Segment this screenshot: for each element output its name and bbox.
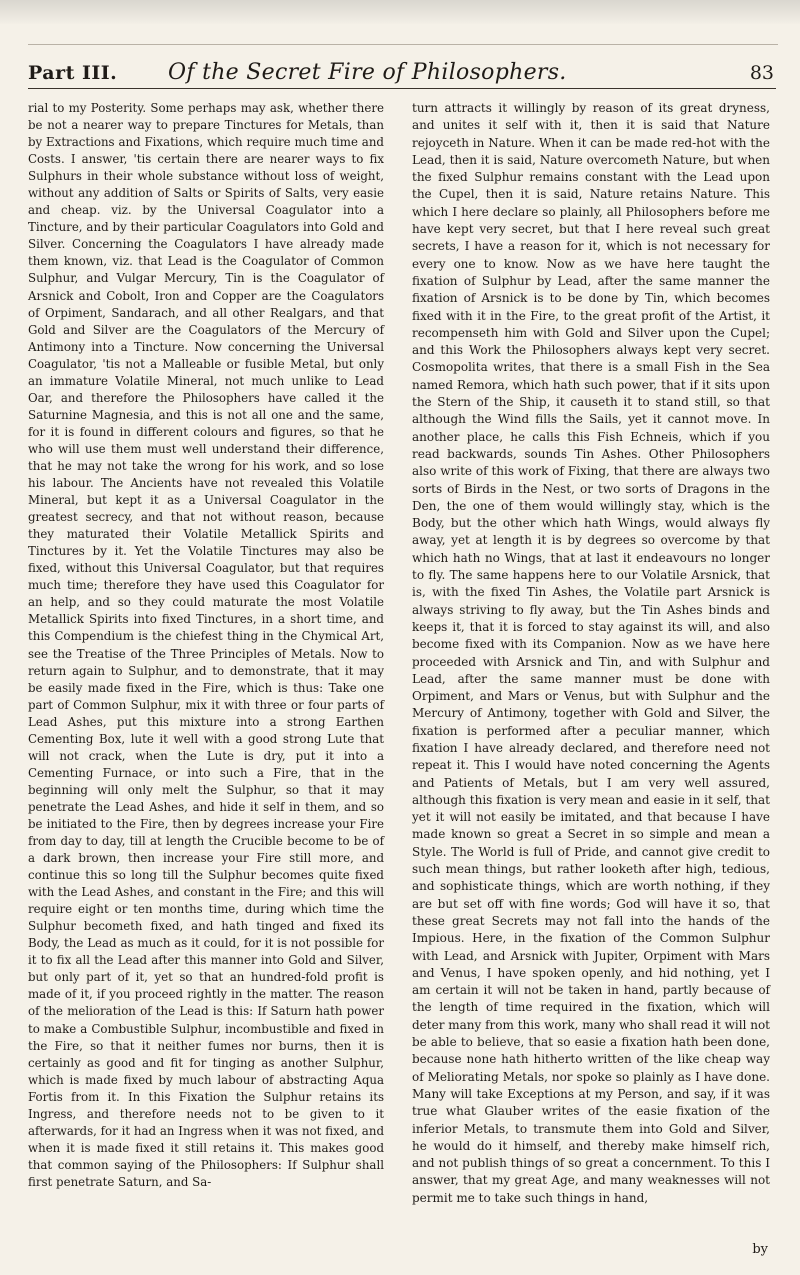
left-column-text: rial to my Posterity. Some perhaps may ask, whether there be not a nearer way to prepare Tinctures for Metals, than by Extractions and Fixations, which require much time and Costs. I answer, 'tis certain there are nearer ways to fix Sulphurs in their whole substance without loss of weight, without any addition of Salts or Spirits of Salts, very easie and cheap. viz. by the Universal Coagulator into a Tincture, and by their particular Coagulators into Gold and Silver. Concerning the Coagulators I have already made them known, viz. that Lead is the Coagulator of Common Sulphur, and Vulgar Mercury, Tin is the Coagulator of Arsnick and Cobolt, Iron and Copper are the Coagulators of Orpiment, Sandarach, and all other Realgars, and that Gold and Silver are the Coagulators of the Mercury of Antimony into a Tincture. Now concerning the Universal Coagulator, 'tis not a Malleable or fusible Metal, but only an immature Volatile Mineral, not much unlike to Lead Oar, and therefore the Philosophers have called it the Saturnine Magnesia, and this is not all one and the same, for it is found in different colours and figures, so that he who will use them must well understand their difference, that he may not take the wrong for his work, and so lose his labour. The Ancients have not revealed this Volatile Mineral, but kept it as a Universal Coagulator in the greatest secrecy, and that not without reason, because they maturated their Volatile Metallick Spirits and Tinctures by it. Yet the Volatile Tinctures may also be fixed, without this Universal Coagulator, but that requires much time; therefore they have used this Coagulator for an help, and so they could maturate the most Volatile Metallick Spirits into fixed Tinctures, in a short time, and this Compendium is the chiefest thing in the Chymical Art, see the Treatise of the Three Principles of Metals. Now to return again to Sulphur, and to demonstrate, that it may be easily made fixed in the Fire, which is thus: Take one part of Common Sulphur, mix it with three or four parts of Lead Ashes, put this mixture into a strong Earthen Cementing Box, lute it well with a good strong Lute that will not crack, when the Lute is dry, put it into a Cementing Furnace, or into such a Fire, that in the beginning will only melt the Sulphur, so that it may penetrate the Lead Ashes, and hide it self in them, and so be initiated to the Fire, then by degrees increase your Fire from day to day, till at length the Crucible become to be of a dark brown, then increase your Fire still more, and continue this so long till the Sulphur becomes quite fixed with the Lead Ashes, and constant in the Fire; and this will require eight or ten months time, during which time the Sulphur becometh fixed, and hath tinged and fixed its Body, the Lead as much as it could, for it is not possible for it to fix all the Lead after this manner into Gold and Silver, but only part of it, yet so that an hundred-fold profit is made of it, if you proceed rightly in the matter. The reason of the melioration of the Lead is this: If Saturn hath power to make a Combustible Sulphur, incombustible and fixed in the Fire, so that it neither fumes nor burns, then it is certainly as good and fit for tinging as another Sulphur, which is made fixed by much labour of abstracting Aqua Fortis from it. In this Fixation the Sulphur retains its Ingress, and therefore needs not to be given to it afterwards, for it had an Ingress when it was not fixed, and when it is made fixed it still retains it. This makes good that common saying of the Philosophers: If Sulphur shall first penetrate Saturn, and Sa- [28, 101, 384, 1189]
part-label: Part III. [28, 62, 118, 84]
left-column [28, 100, 384, 1191]
page-number: 83 [749, 62, 774, 84]
catchword: by [752, 1242, 768, 1257]
right-column [412, 100, 770, 1207]
page-edge-rule [28, 44, 778, 45]
scan-edge [0, 0, 800, 24]
right-column-text: turn attracts it willingly by reason of its great dryness, and unites it self with it, then it is said that Nature rejoyceth in Nature. When it can be made red-hot with the Lead, then it is said, Nature overcometh Nature, but when the fixed Sulphur remains constant with the Lead upon the Cupel, then it is said, Nature retains Nature. This which I here declare so plainly, all Philosophers before me have kept very secret, but that I here reveal such great secrets, I have a reason for it, which is not necessary for every one to know. Now as we have here taught the fixation of Sulphur by Lead, after the same manner the fixation of Arsnick is to be done by Tin, which becomes fixed with it in the Fire, to the great profit of the Artist, it recompenseth him with Gold and Silver upon the Cupel; and this Work the Philosophers always kept very secret. Cosmopolita writes, that there is a small Fish in the Sea named Remora, which hath such power, that if it sits upon the Stern of the Ship, it causeth it to stand still, so that although the Wind fills the Sails, yet it cannot move. In another place, he calls this Fish Echneis, which if you read backwards, sounds Tin Ashes. Other Philosophers also write of this work of Fixing, that there are always two sorts of Birds in the Nest, or two sorts of Dragons in the Den, the one of them would willingly stay, which is the Body, but the other which hath Wings, would always fly away, yet at length it is by degrees so overcome by that which hath no Wings, that at last it endeavours no longer to fly. The same happens here to our Volatile Arsnick, that is, with the fixed Tin Ashes, the Volatile part Arsnick is always striving to fly away, but the Tin Ashes binds and keeps it, that it is forced to stay against its will, and also become fixed with its Companion. Now as we have here proceeded with Arsnick and Tin, and with Sulphur and Lead, after the same manner must be done with Orpiment, and Mars or Venus, but with Sulphur and the Mercury of Antimony, together with Gold and Silver, the fixation is performed after a peculiar manner, which fixation I have already declared, and therefore need not repeat it. This I would have noted concerning the Agents and Patients of Metals, but I am very well assured, although this fixation is very mean and easie in it self, that yet it will not easily be imitated, and that because I have made known so great a Secret in so simple and mean a Style. The World is full of Pride, and cannot give credit to such mean things, but rather looketh after high, tedious, and sophisticate things, which are worth nothing, if they are but set off with fine words; God will have it so, that these great Secrets may not fall into the hands of the Impious. Here, in the fixation of the Common Sulphur with Lead, and Arsnick with Jupiter, Orpiment with Mars and Venus, I have spoken openly, and hid nothing, yet I am certain it will not be taken in hand, partly because of the length of time required in the fixation, which will deter many from this work, many who shall read it will not be able to believe, that so easie a fixation hath been done, because none hath hitherto written of the like cheap way of Meliorating Metals, nor spoke so plainly as I have done. Many will take Exceptions at my Person, and say, if it was true what Glauber writes of the easie fixation of the inferior Metals, to transmute them into Gold and Silver, he would do it himself, and thereby make himself rich, and not publish things of so great a concernment. To this I answer, that my great Age, and many weaknesses will not permit me to take such things in hand, [412, 101, 770, 1205]
running-title: Of the Secret Fire of Philosophers. [168, 60, 567, 85]
running-header [28, 58, 776, 89]
